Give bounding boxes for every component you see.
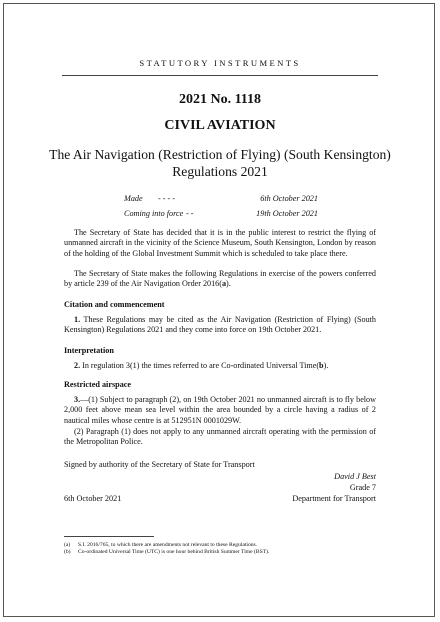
preamble-text-2: The Secretary of State makes the following Regulations in exercise of the powers conferred by article 239 of the Air Navigation Order 2016(a). [64,269,376,289]
signatory-department: Department for Transport [292,494,376,503]
regulation-2: 2. In regulation 3(1) the times referred to are Co-ordinated Universal Time(b). [74,361,329,370]
regulation-2-number: 2. [74,361,81,370]
made-label: Made [124,194,143,203]
regulation-3-paragraph-2-text: (2) Paragraph (1) does not apply to any unmanned aircraft operating with the permission of the Metropolitan Police. [64,427,376,447]
preamble-paragraph-1 [64,228,376,259]
footnote-b [64,549,376,556]
footnote-a-letter: (a) [64,542,71,548]
subject-heading: CIVIL AVIATION [164,118,276,133]
signatory-grade: Grade 7 [349,483,376,492]
signature-authority: Signed by authority of the Secretary of State for Transport [64,460,255,469]
footnote-a [64,542,376,549]
heading-citation: Citation and commencement [64,300,165,309]
in-force-date: 19th October 2021 [256,209,318,218]
regulation-3-number: 3. [74,395,81,404]
footnote-b-letter: (b) [64,549,71,555]
regulation-1-number: 1. [74,315,81,324]
regulation-title: The Air Navigation (Restriction of Flying) (South Kensington) Regulations 2021 [49,147,391,179]
preamble-text-1: The Secretary of State has decided that it is in the public interest to restrict the flying of unmanned aircraft in the vicinity of the Science Museum, South Kensington, London by reason of the holding of the Global Investment Summit which is scheduled to take place there. [64,228,376,258]
regulation-3-text: —(1) Subject to paragraph (2), on 19th October 2021 no unmanned aircraft is to fly below 2,000 feet above mean sea level within the area bounded by a circle having a radius of 2 nautical miles whose centre is at 512951N 0001029W. [64,395,376,425]
regulation-3 [64,395,376,426]
footnote-rule [64,536,154,537]
in-force-label: Coming into force [124,209,184,218]
footnote-b-text: Co-ordinated Universal Time (UTC) is one hour behind British Summer Time (BST). [78,549,270,555]
heading-restricted-airspace: Restricted airspace [64,380,132,389]
series-heading: STATUTORY INSTRUMENTS [139,58,301,68]
made-date: 6th October 2021 [260,194,318,203]
regulation-2-text: In regulation 3(1) the times referred to are Co-ordinated Universal Time( [80,361,320,370]
regulation-1-text: These Regulations may be cited as the Air Navigation (Restriction of Flying) (South Kensington) Regulations 2021 and they come into force on 19th October 2021. [64,315,376,335]
regulation-3-paragraph-2 [64,427,376,448]
signatory-name: David J Best [334,472,376,481]
in-force-dashes: - - [186,209,194,218]
header-rule [62,75,378,76]
preamble-paragraph-2 [64,269,376,290]
signature-date: 6th October 2021 [64,494,122,503]
footnote-a-text: S.I. 2016/765, to which there are amendments not relevant to these Regulations. [78,542,258,548]
instrument-number: 2021 No. 1118 [178,92,262,107]
made-dashes: - - - - [158,194,176,203]
heading-interpretation: Interpretation [64,346,114,355]
regulation-1 [64,315,376,336]
